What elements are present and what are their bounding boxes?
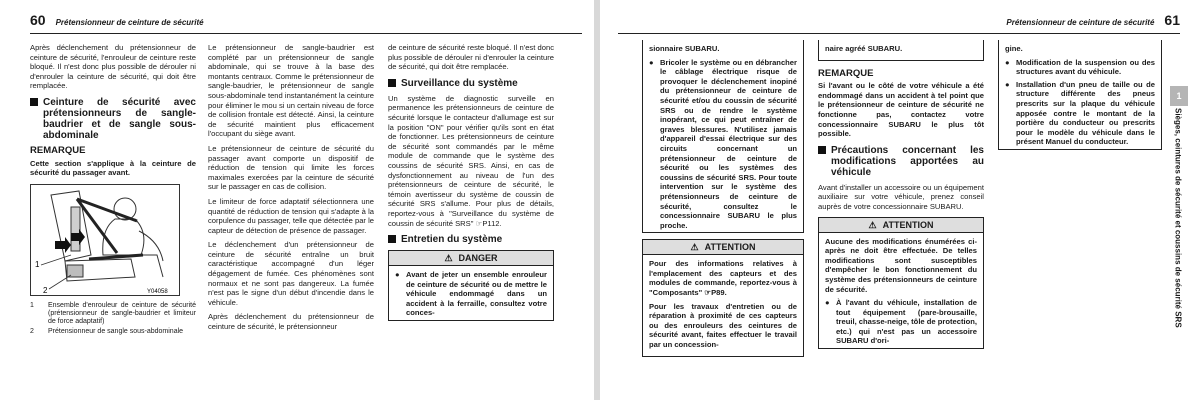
- section-square-icon: [388, 235, 396, 243]
- force-limiter-paragraph: Le limiteur de force adaptatif sélectionnera une quantité de réduction de tension qui s'adapte à la corpulence du passager, telle que détectée par le capteur de détection de présence de passager.: [208, 196, 374, 235]
- after-deployment-paragraph: Après déclenchement du prétensionneur de ceinture de sécurité, le prétensionneur: [208, 312, 374, 332]
- attention-header: ⚠ ATTENTION: [643, 240, 803, 255]
- left-header: [30, 12, 204, 28]
- attention-box: [642, 239, 804, 356]
- section-heading-monitoring: Surveillance du système: [388, 78, 554, 89]
- attention-bullet-tires: ● Installation d'un pneu de taille ou de structure différente des pneus prescrits sur la plaque du véhicule apposée contre le montant de la portière du conducteur ou prescrits pour le modèle du véhicule dans le présent Manuel du conducteur.: [1005, 79, 1155, 147]
- section-heading-modifications: Précautions concernant les modifications apportées au véhicule: [818, 145, 984, 178]
- bullet-icon: ●: [649, 57, 654, 67]
- section-square-icon: [30, 98, 38, 106]
- bullet-icon: ●: [395, 270, 400, 280]
- section-heading-maintenance: Entretien du système: [388, 234, 554, 245]
- danger-box-continued: [642, 40, 804, 233]
- left-page: [0, 0, 594, 400]
- bullet-icon: ●: [1005, 57, 1010, 67]
- right-page: [600, 0, 1194, 400]
- deployment-noise-paragraph: Le déclenchement d'un prétensionneur de ceinture de sécurité entraîne un bruit caractéristique accompagné d'un léger dégagement de fumée. Ces phénomènes sont normaux et ne sont pas dangereux. La fumée n'est pas le signe d'un début d'incendie dans le véhicule.: [208, 240, 374, 307]
- remark-heading: REMARQUE: [818, 67, 874, 79]
- attention-continued-text: gine.: [1005, 44, 1023, 53]
- attention-box-continued: [818, 40, 984, 61]
- danger-bullet: ● Avant de jeter un ensemble enrouleur de ceinture de sécurité ou de mettre le véhicule endommagé dans un accident à la ferraille, consultez votre conces-: [395, 270, 547, 318]
- section-square-icon: [388, 79, 396, 87]
- right-column-1: [642, 40, 804, 357]
- danger-box: [388, 250, 554, 321]
- monitoring-paragraph: Un système de diagnostic surveille en permanence les prétensionneurs de ceinture de sécurité lorsque le contacteur d'allumage est sur la position "ON" pour vérifier qu'ils sont en état de fonctionner. Les prétensionneurs de ceinture de sécurité sont commandés par le même module de commande que le système des coussins de sécurité SRS. Ainsi, en cas de dysfonctionnement au niveau de l'un des prétensionneurs de ceinture de sécurité, le témoin avertisseur du système de coussin de sécurité SRS s'allume. Pour plus de détails, reportez-vous à "Surveillance du système de coussin de sécurité SRS" ☞P112.: [388, 93, 554, 228]
- attention-modifications-text: Aucune des modifications énumérées ci-après ne doit être effectuée. De telles modifications sont susceptibles d'empêcher le bon fonctionnement du système des prétensionneurs de ceinture de sécurité.: [825, 236, 977, 294]
- chapter-number: 1: [1176, 91, 1182, 101]
- right-header: [1006, 12, 1180, 28]
- warning-triangle-icon: ⚠: [868, 219, 877, 230]
- left-header-rule: [30, 33, 582, 34]
- intro-paragraph: Après déclenchement du prétensionneur de ceinture de sécurité, l'enrouleur de ceinture reste bloqué. Il n'est donc plus possible de dérouler ni d'enrouler la ceinture de sécurité, qui doit être remplacée.: [30, 43, 196, 91]
- seatbelt-illustration: [30, 184, 180, 296]
- caption-1: 1 Ensemble d'enrouleur de ceinture de sécurité (prétensionneur de sangle-baudrier et limiteur de force adaptatif): [30, 301, 196, 325]
- figure-label-1: 1: [35, 259, 40, 269]
- danger-continued-text: sionnaire SUBARU.: [649, 44, 720, 53]
- attention-repair-text: Pour les travaux d'entretien ou de réparation à proximité de ces capteurs ou des enrouleurs des ceintures de sécurité avant, faites effectuer le travail par un concession-: [649, 301, 797, 350]
- attention-bullet: ● À l'avant du véhicule, installation de tout équipement (pare-brousaille, treuil, chasse-neige, tôle de protection, etc.) qui n'est pas un accessoire SUBARU d'ori-: [825, 298, 977, 346]
- right-page-number: 61: [1164, 12, 1180, 28]
- right-column-3: [998, 40, 1162, 150]
- bullet-icon: ●: [1005, 79, 1010, 89]
- left-column-2: [208, 43, 374, 337]
- danger-header: ⚠ DANGER: [389, 251, 553, 266]
- attention-components-text: Pour des informations relatives à l'emplacement des capteurs et des modules de commande, reportez-vous à "Composants" ☞P89.: [649, 259, 797, 298]
- section-heading-belts: Ceinture de sécurité avec prétensionneurs de sangle-baudrier et de sangle sous-abdominale: [30, 97, 196, 141]
- right-header-rule: [618, 33, 1180, 34]
- right-header-title: Prétensionneur de ceinture de sécurité: [1006, 18, 1155, 27]
- remark-text: Si l'avant ou le côté de votre véhicule a été endommagé dans un accident à tel point que le prétensionneur de ceinture de sécurité ne fonctionne pas, contactez votre concessionnaire SUBARU le plus tôt possible.: [818, 81, 984, 139]
- bullet-icon: ●: [825, 298, 830, 308]
- left-header-title: Prétensionneur de ceinture de sécurité: [55, 18, 204, 27]
- continued-paragraph: de ceinture de sécurité reste bloqué. Il n'est donc plus possible de dérouler ni d'enrouler la ceinture de sécurité, qui doit être remplacée.: [388, 43, 554, 72]
- modifications-paragraph: Avant d'installer un accessoire ou un équipement auxiliaire sur votre véhicule, prenez conseil auprès de votre concessionnaire SUBARU.: [818, 182, 984, 211]
- danger-bullet: ● Bricoler le système ou en débrancher le câblage électrique risque de provoquer le déclenchement inopiné du prétensionneur de ceinture de sécurité et/ou du coussin de sécurité SRS ou de rendre le système inopérant, ce qui peut entraîner de graves blessures. N'utilisez jamais d'appareil d'essai électrique sur des circuits concernant un prétensionneur de ceinture de sécurité ou les systèmes des coussins de sécurité SRS. Pour toute intervention sur le système des prétensionneurs de ceinture de sécurité, consultez le concessionnaire SUBARU le plus proche.: [649, 57, 797, 230]
- figure-label-2: 2: [43, 285, 48, 295]
- tension-reducer-paragraph: Le prétensionneur de ceinture de sécurité du passager avant comporte un dispositif de réduction de tension qui limite les forces maximales exercées par la ceinture de sécurité sur le passager en cas de collision.: [208, 143, 374, 192]
- attention-box-continued-2: [998, 40, 1162, 150]
- chapter-label: Sièges, ceintures de sécurité et coussins de sécurité SRS: [1173, 108, 1183, 328]
- caption-2: 2 Prétensionneur de sangle sous-abdominale: [30, 327, 184, 335]
- left-column-3: [388, 43, 554, 321]
- section-square-icon: [818, 146, 826, 154]
- attention-box-modifications: [818, 217, 984, 350]
- chapter-tab[interactable]: [1170, 86, 1188, 106]
- left-page-number: 60: [30, 12, 46, 28]
- remark-text: Cette section s'applique à la ceinture de sécurité du passager avant.: [30, 158, 196, 178]
- lap-pretensioner-paragraph: Le prétensionneur de sangle-baudrier est complété par un prétensionneur de sangle abdominale, qui se trouve à la base des montants centraux. Comme le prétensionneur de sangle-baudrier, le prétensionneur de sangle sous-abdominale tend instantanément la ceinture pour éliminer le mou si un certain niveau de force de collision frontale est détecté. Ainsi, la ceinture de sécurité maintient plus efficacement l'occupant du siège avant.: [208, 43, 374, 139]
- warning-triangle-icon: ⚠: [444, 253, 453, 264]
- warning-triangle-icon: ⚠: [690, 242, 699, 253]
- remark-heading: REMARQUE: [30, 144, 86, 156]
- attention-continued-text: naire agréé SUBARU.: [825, 44, 903, 53]
- right-column-2: [818, 40, 984, 349]
- attention-header: ⚠ ATTENTION: [819, 218, 983, 233]
- seatbelt-diagram: [31, 185, 181, 297]
- left-column-1: [30, 43, 196, 338]
- attention-bullet-suspension: ● Modification de la suspension ou des structures avant du véhicule.: [1005, 57, 1155, 77]
- figure-code: Y04058: [147, 288, 168, 295]
